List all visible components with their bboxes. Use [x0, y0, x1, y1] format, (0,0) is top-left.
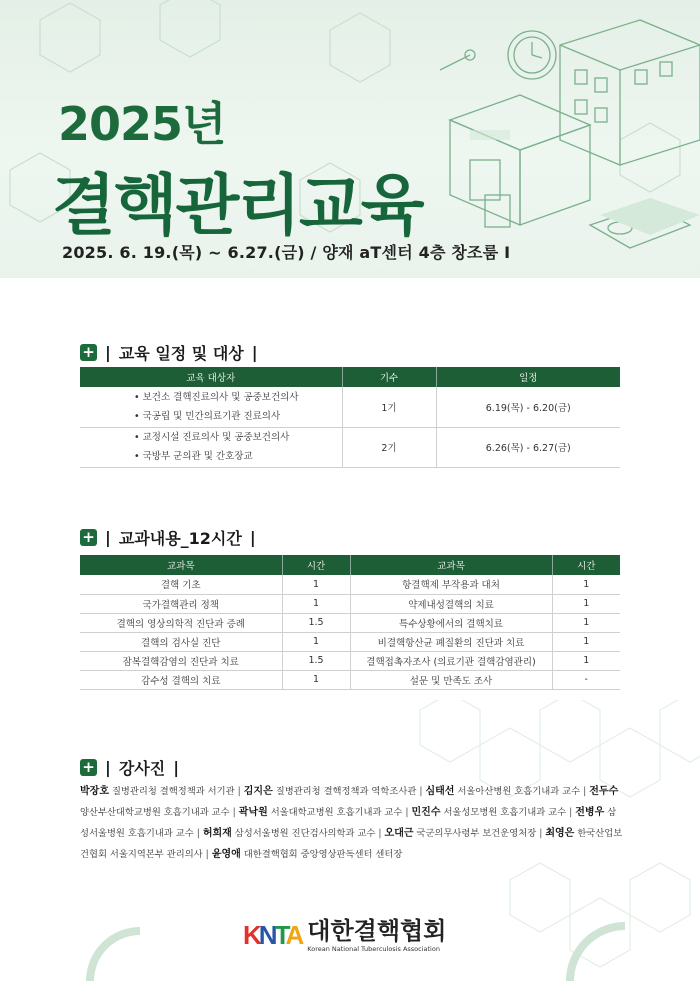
instructor-entry	[385, 828, 537, 839]
subject-cell: 결핵접촉자조사 (의료기관 결핵감염관리)	[350, 651, 552, 670]
separator: |	[583, 786, 587, 797]
table-row	[80, 594, 620, 613]
separator: |	[196, 828, 200, 839]
divider-bar: |	[173, 758, 180, 777]
divider-bar: |	[105, 758, 111, 777]
divider-bar: |	[249, 528, 256, 547]
table-row	[80, 575, 620, 594]
instructor-entry	[425, 786, 580, 797]
plus-icon: +	[80, 529, 97, 546]
table-row	[80, 387, 620, 427]
target-list	[80, 427, 342, 467]
instructor-affiliation: 서울대학교병원 호흡기내과 교수	[270, 807, 403, 818]
hours-cell: 1	[552, 594, 620, 613]
subject-cell: 감수성 결핵의 치료	[80, 670, 282, 689]
hours-cell: 1.5	[282, 613, 350, 632]
hours-cell: -	[552, 670, 620, 689]
subject-cell: 결핵의 검사실 진단	[80, 632, 282, 651]
table-row	[80, 651, 620, 670]
hours-cell: 1	[282, 670, 350, 689]
col-header-subject: 교과목	[350, 555, 552, 575]
separator: |	[237, 786, 241, 797]
section-title: 교육 일정 및 대상	[118, 344, 244, 363]
table-header-row	[80, 555, 620, 575]
separator: |	[539, 828, 543, 839]
divider-bar: |	[251, 343, 258, 362]
col-header-subject: 교과목	[80, 555, 282, 575]
instructor-name: 전두수	[589, 786, 619, 797]
instructor-name: 허희재	[202, 828, 232, 839]
schedule-table	[80, 367, 620, 468]
separator: |	[232, 807, 236, 818]
col-header-hours: 시간	[282, 555, 350, 575]
org-name-english: Korean National Tuberculosis Association	[307, 945, 440, 953]
instructor-list	[80, 781, 625, 865]
section-title: 교과내용_12시간	[118, 529, 242, 548]
instructor-entry	[203, 828, 376, 839]
col-header-schedule: 일정	[436, 367, 620, 387]
org-logo	[243, 918, 446, 953]
hours-cell: 1	[552, 575, 620, 594]
instructor-affiliation: 한국산업보건협회 서울지역본부 관리의사	[80, 828, 623, 860]
instructor-entry	[412, 807, 567, 818]
round-cell: 2기	[342, 427, 436, 467]
subject-cell: 비결핵항산균 폐질환의 진단과 치료	[350, 632, 552, 651]
instructor-entry	[239, 807, 403, 818]
separator: |	[419, 786, 423, 797]
org-name-korean: 대한결핵협회	[307, 917, 447, 945]
section-title: 강사진	[118, 759, 166, 778]
curriculum-table	[80, 555, 620, 690]
instructor-affiliation: 삼성서울병원 진단검사의학과 교수	[234, 828, 376, 839]
target-list	[80, 387, 342, 427]
instructor-entry	[244, 786, 417, 797]
hours-cell: 1	[552, 613, 620, 632]
header-banner	[0, 0, 700, 278]
separator: |	[405, 807, 409, 818]
target-item: • 국방부 군의관 및 간호장교	[134, 447, 342, 466]
subject-cell: 잠복결핵감염의 진단과 치료	[80, 651, 282, 670]
subject-cell: 결핵의 영상의학적 진단과 증례	[80, 613, 282, 632]
instructor-affiliation: 질병관리청 결핵정책과 서기관	[111, 786, 235, 797]
hours-cell: 1	[282, 632, 350, 651]
instructor-entry	[212, 849, 403, 860]
schedule-cell: 6.19(목) - 6.20(금)	[436, 387, 620, 427]
hours-cell: 1.5	[282, 651, 350, 670]
subject-cell: 결핵 기초	[80, 575, 282, 594]
instructor-affiliation: 양산부산대학교병원 호흡기내과 교수	[80, 807, 230, 818]
instructor-affiliation: 국군의무사령부 보건운영처장	[416, 828, 537, 839]
instructor-affiliation: 질병관리청 결핵정책과 역학조사관	[275, 786, 417, 797]
instructor-affiliation: 삼성서울병원 호흡기내과 교수	[80, 807, 617, 839]
instructor-name: 곽낙원	[238, 807, 268, 818]
target-item: • 보건소 결핵진료의사 및 공중보건의사	[134, 388, 342, 407]
instructor-affiliation: 대한결핵협회 중앙영상판독센터 센터장	[243, 849, 403, 860]
section-heading-curriculum	[80, 526, 256, 549]
separator: |	[569, 807, 573, 818]
divider-bar: |	[105, 528, 111, 547]
instructor-name: 오대근	[384, 828, 414, 839]
plus-icon: +	[80, 344, 97, 361]
instructor-name: 윤영애	[211, 849, 241, 860]
separator: |	[205, 849, 209, 860]
instructor-entry	[80, 786, 235, 797]
date-venue-line: 2025. 6. 19.(목) ~ 6.27.(금) / 양재 aT센터 4층 창조룸 I	[62, 243, 511, 262]
instructor-affiliation: 서울아산병원 호흡기내과 교수	[457, 786, 581, 797]
target-item: • 국공립 및 민간의료기관 진료의사	[134, 407, 342, 426]
hours-cell: 1	[282, 594, 350, 613]
instructor-name: 최영은	[545, 828, 575, 839]
subject-cell: 약제내성결핵의 치료	[350, 594, 552, 613]
table-row	[80, 427, 620, 467]
plus-icon: +	[80, 759, 97, 776]
instructor-name: 김지은	[243, 786, 273, 797]
instructor-name: 민진수	[411, 807, 441, 818]
event-year: 2025년	[58, 97, 226, 151]
section-heading-schedule	[80, 341, 258, 364]
table-row	[80, 613, 620, 632]
hours-cell: 1	[552, 651, 620, 670]
instructor-name: 박장호	[80, 786, 109, 797]
col-header-targets: 교육 대상자	[80, 367, 342, 387]
table-row	[80, 670, 620, 689]
instructor-affiliation: 서울성모병원 호흡기내과 교수	[443, 807, 567, 818]
separator: |	[378, 828, 382, 839]
schedule-cell: 6.26(목) - 6.27(금)	[436, 427, 620, 467]
knta-logo-mark: KNTA	[243, 920, 302, 950]
subject-cell: 항결핵제 부작용과 대처	[350, 575, 552, 594]
divider-bar: |	[105, 343, 111, 362]
hours-cell: 1	[282, 575, 350, 594]
round-cell: 1기	[342, 387, 436, 427]
col-header-round: 기수	[342, 367, 436, 387]
subject-cell: 설문 및 만족도 조사	[350, 670, 552, 689]
subject-cell: 국가결핵관리 정책	[80, 594, 282, 613]
hours-cell: 1	[552, 632, 620, 651]
subject-cell: 특수상황에서의 결핵치료	[350, 613, 552, 632]
col-header-hours: 시간	[552, 555, 620, 575]
table-row	[80, 632, 620, 651]
target-item: • 교정시설 진료의사 및 공중보건의사	[134, 428, 342, 447]
instructor-name: 전병우	[575, 807, 605, 818]
instructor-name: 심태선	[425, 786, 455, 797]
page-title: 결핵관리교육	[52, 167, 423, 244]
table-header-row	[80, 367, 620, 387]
